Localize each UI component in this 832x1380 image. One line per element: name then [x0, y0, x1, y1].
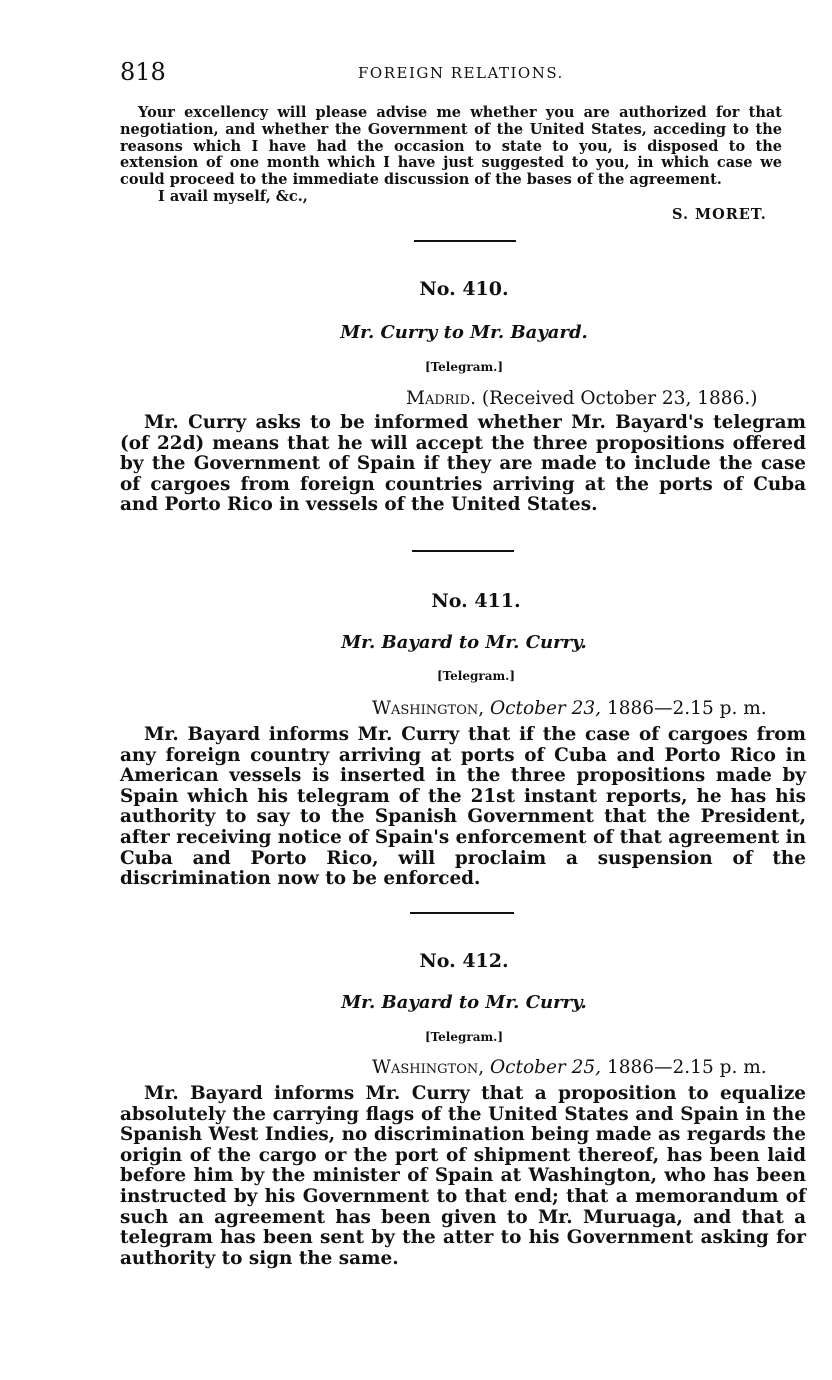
- dateline-date: (Received October 23, 1886.): [481, 388, 758, 409]
- signature: S. MORET.: [672, 206, 767, 223]
- document-number: No. 411.: [431, 590, 521, 612]
- running-head: [120, 58, 780, 88]
- document-body: [120, 1084, 806, 1269]
- telegram-label: [Telegram.]: [436, 669, 516, 683]
- intro-paragraph: [120, 105, 782, 189]
- telegram-label: [Telegram.]: [424, 1030, 504, 1044]
- dateline-date: October 23,: [490, 698, 602, 719]
- closing-line: I avail myself, &c.,: [158, 188, 308, 205]
- section-divider: [414, 240, 516, 242]
- document-number: No. 412.: [419, 950, 509, 972]
- document-body-text: Mr. Bayard informs Mr. Curry that a proposition to equalize absolutely the carrying flags of the United States and Spain in the Spanish West Indies, no discrimination being made as regards the origin of the cargo or the port of shipment thereof, has been laid before him by the minister of Spain at Washington, who has been instructed by his Government to that end; that a memorandum of such an agreement has been given to Mr. Muruaga, and that a telegram has been sent by the atter to his Government asking for authority to sign the same.: [120, 1083, 806, 1269]
- dateline: [372, 698, 767, 719]
- document-heading: Mr. Curry to Mr. Bayard.: [340, 322, 588, 343]
- dateline-date: October 25,: [490, 1057, 602, 1078]
- document-body: [120, 725, 806, 890]
- dateline-place: Washington,: [372, 1057, 485, 1078]
- dateline: [406, 388, 757, 409]
- dateline-place: Washington,: [372, 698, 485, 719]
- document-heading: Mr. Bayard to Mr. Curry.: [341, 632, 587, 653]
- page-number: 818: [120, 58, 166, 86]
- intro-paragraph-text: Your excellency will please advise me whether you are authorized for that negotiation, and whether the Government of the United States, acceding to the reasons which I have had the occasion to state to you, is disposed to the extension of one month which I have just suggested to you, in which case we could proceed to the immediate discussion of the bases of the agreement.: [120, 104, 782, 189]
- dateline-place: Madrid.: [406, 388, 476, 409]
- section-divider: [412, 550, 514, 552]
- dateline: [372, 1057, 767, 1078]
- running-title: FOREIGN RELATIONS.: [358, 64, 564, 82]
- dateline-time: 1886—2.15 p. m.: [606, 1057, 767, 1078]
- document-heading: Mr. Bayard to Mr. Curry.: [341, 992, 587, 1013]
- dateline-time: 1886—2.15 p. m.: [606, 698, 767, 719]
- document-body-text: Mr. Bayard informs Mr. Curry that if the case of cargoes from any foreign country arriving at ports of Cuba and Porto Rico in American vessels is inserted in the three propositions made by Spain which his telegram of the 21st instant reports, he has his authority to say to the Spanish Government that the President, after receiving notice of Spain's enforcement of that agreement in Cuba and Porto Rico, will proclaim a suspension of the discrimination now to be enforced.: [120, 724, 806, 890]
- document-number: No. 410.: [419, 278, 509, 300]
- document-body-text: Mr. Curry asks to be informed whether Mr. Bayard's telegram (of 22d) means that he will accept the three propositions offered by the Government of Spain if they are made to include the case of cargoes from foreign countries arriving at the ports of Cuba and Porto Rico in vessels of the United States.: [120, 412, 806, 516]
- section-divider: [410, 912, 514, 914]
- document-body: [120, 413, 806, 516]
- telegram-label: [Telegram.]: [424, 360, 504, 374]
